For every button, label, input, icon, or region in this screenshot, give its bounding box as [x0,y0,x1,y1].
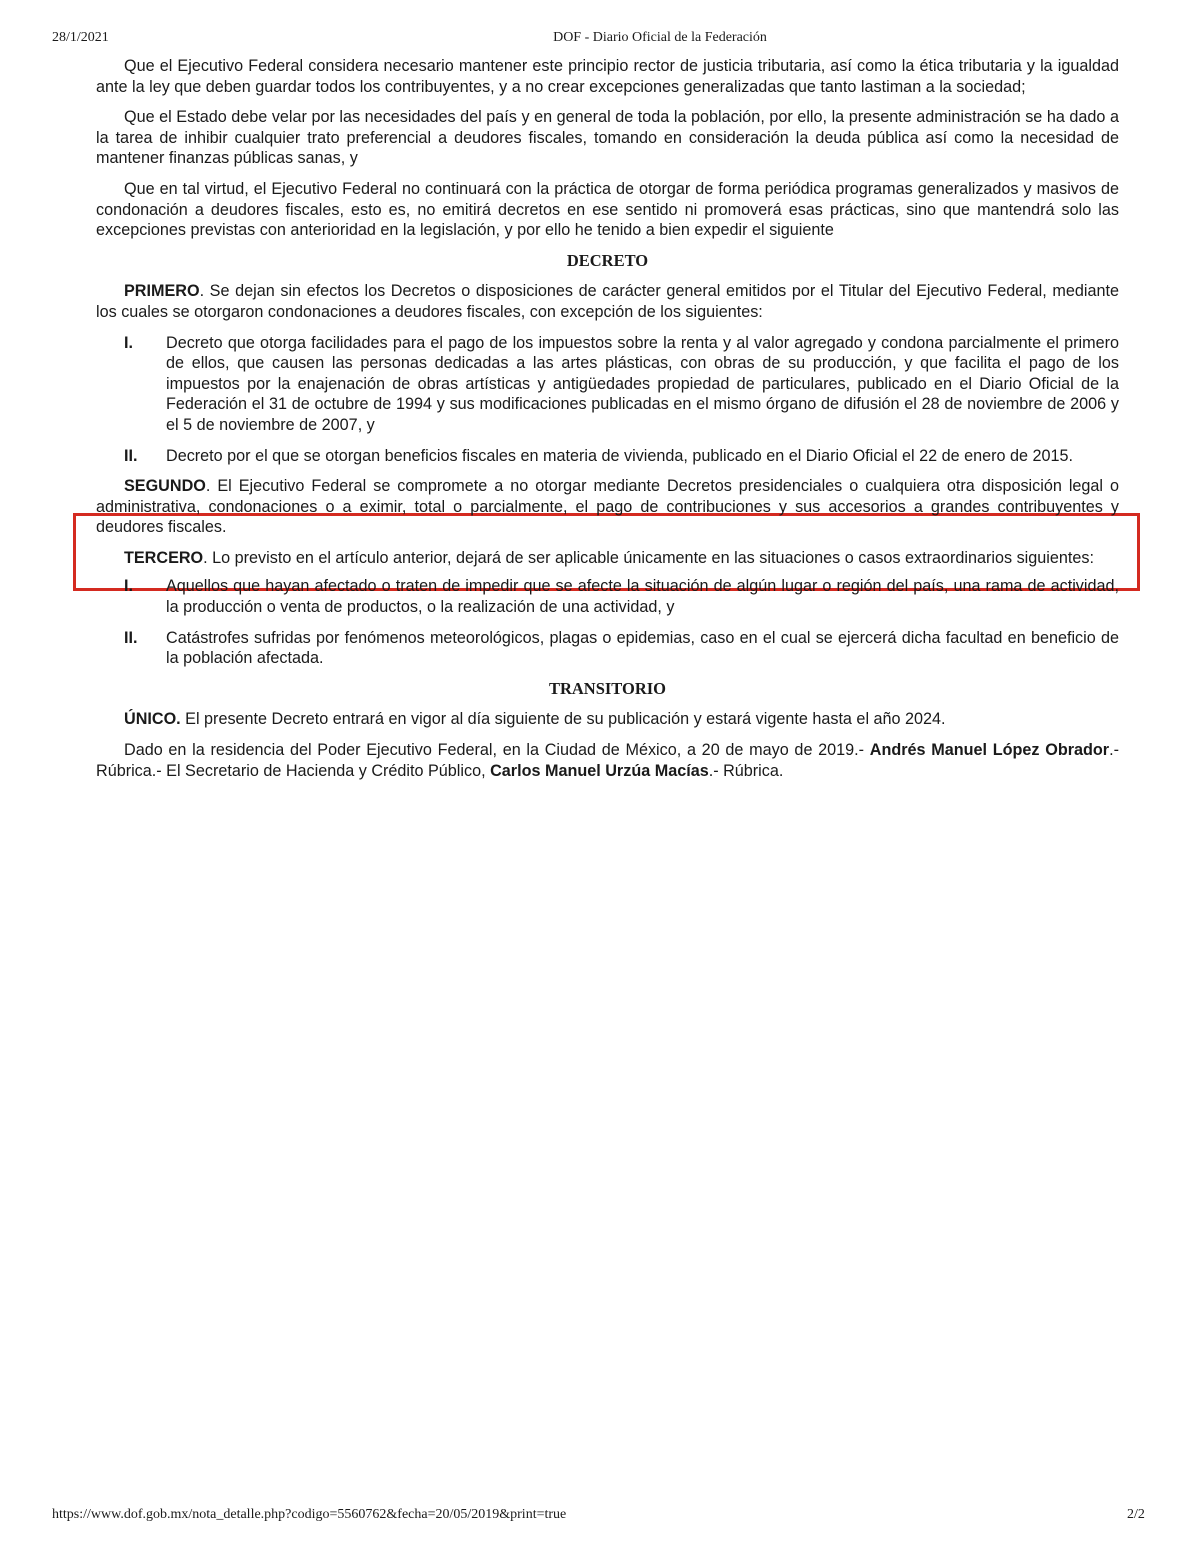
article-unico [96,709,1119,730]
item-number: II. [124,628,138,647]
list-item [96,576,1119,617]
article-primero [96,281,1119,322]
text: .- Rúbrica. [708,761,784,780]
item-text: Catástrofes sufridas por fenómenos meteorológicos, plagas o epidemias, caso en el cual se ejercerá dicha facultad en beneficio de la población afectada. [166,628,1119,668]
article-text: El presente Decreto entrará en vigor al día siguiente de su publicación y estará vigente hasta el año 2024. [180,710,946,729]
page-number: 2/2 [1127,1507,1145,1522]
item-number: I. [124,333,133,352]
article-text: . Se dejan sin efectos los Decretos o disposiciones de carácter general emitidos por el Titular del Ejecutivo Federal, mediante los cuales se otorgaron condonaciones a deudores fiscales, con excepción de los siguientes: [96,282,1119,321]
signer-name: Andrés Manuel López Obrador [869,741,1110,760]
paragraph: Que el Estado debe velar por las necesidades del país y en general de toda la población, por ello, la presente administración se ha dado a la tarea de inhibir cualquier trato preferencial a deudores fiscales, tomando en consideración la deuda pública así como la necesidad de mantener finanzas públicas sanas, y [96,108,1119,168]
print-date: 28/1/2021 [52,30,109,45]
item-number: II. [124,446,138,465]
list-item [96,333,1119,436]
paragraph: Que el Ejecutivo Federal considera necesario mantener este principio rector de justicia tributaria, así como la ética tributaria y la igualdad ante la ley que deben guardar todos los contribuyentes, y a no crear excepciones generalizadas que tanto lastiman a la sociedad; [96,57,1119,96]
footer-url: https://www.dof.gob.mx/nota_detalle.php?codigo=5560762&fecha=20/05/2019&print=true [52,1507,567,1522]
list-item [96,446,1119,467]
document-body [96,56,1119,791]
article-label: TERCERO [124,548,204,567]
signature-paragraph [96,740,1119,781]
item-text: Decreto que otorga facilidades para el pago de los impuestos sobre la renta y al valor agregado y condona parcialmente el primero de ellos, que causen las personas dedicadas a las artes plásticas, con obras de su producción, y que facilita el pago de los impuestos por la enajenación de obras artísticas y antigüedades propiedad de particulares, publicado en el Diario Oficial de la Federación el 31 de octubre de 1994 y sus modificaciones publicadas en el mismo órgano de difusión el 28 de noviembre de 2006 y el 5 de noviembre de 2007, y [166,333,1119,434]
article-text: . El Ejecutivo Federal se compromete a no otorgar mediante Decretos presidenciales o cualquiera otra disposición legal o administrativa, condonaciones o a eximir, total o parcialmente, el pago de contribuciones y sus accesorios a grandes contribuyentes y deudores fiscales. [96,477,1119,537]
page-header-title: DOF - Diario Oficial de la Federación [553,30,767,45]
text: Dado en la residencia del Poder Ejecutivo Federal, en la Ciudad de México, a 20 de mayo de 2019.- [124,741,870,760]
text: .- Rúbrica.- El Secretario de Hacienda y Crédito Público, [96,741,1119,780]
article-tercero [96,548,1119,569]
item-text: Aquellos que hayan afectado o traten de impedir que se afecte la situación de algún lugar o región del país, una rama de actividad, la producción o venta de productos, o la realización de una actividad, y [166,577,1119,617]
article-segundo [96,476,1119,538]
transitorio-heading: TRANSITORIO [548,678,667,698]
decreto-heading: DECRETO [566,250,649,270]
article-label: SEGUNDO [124,477,206,496]
article-label: PRIMERO [124,282,200,301]
article-text: . Lo previsto en el artículo anterior, dejará de ser aplicable únicamente en las situaciones o casos extraordinarios siguientes: [203,548,1094,567]
list-item [96,628,1119,669]
article-label: ÚNICO. [124,710,181,729]
signer-name: Carlos Manuel Urzúa Macías [490,761,709,780]
paragraph: Que en tal virtud, el Ejecutivo Federal no continuará con la práctica de otorgar de forma periódica programas generalizados y masivos de condonación a deudores fiscales, esto es, no emitirá decretos en ese sentido ni promoverá esas prácticas, sino que mantendrá solo las excepciones previstas con anterioridad en la legislación, y por ello he tenido a bien expedir el siguiente [96,179,1119,240]
item-text: Decreto por el que se otorgan beneficios fiscales en materia de vivienda, publicado en el Diario Oficial el 22 de enero de 2015. [166,446,1074,465]
item-number: I. [124,577,133,596]
